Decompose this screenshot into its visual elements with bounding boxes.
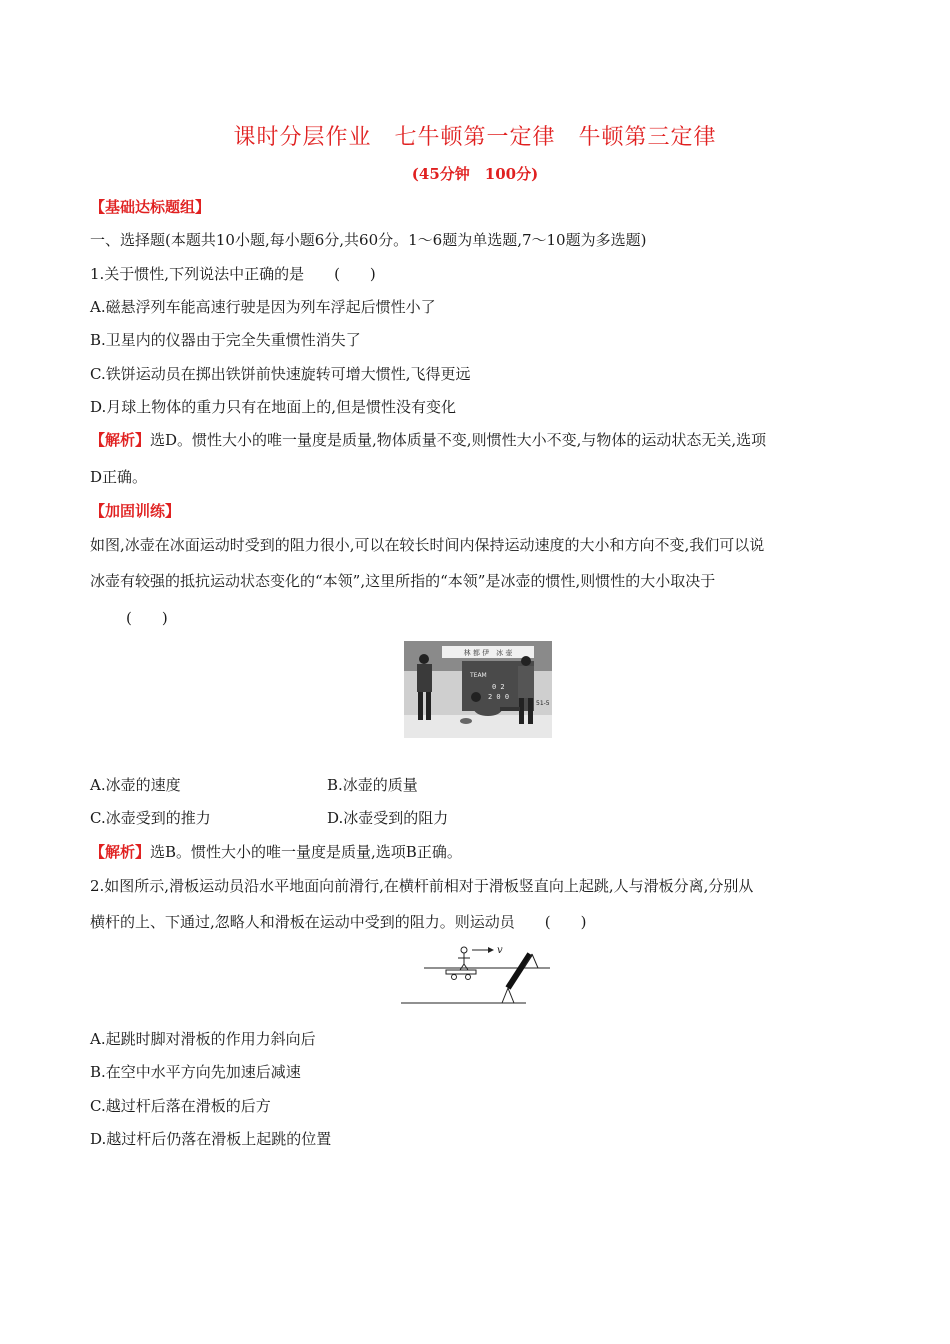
extra-analysis bbox=[90, 842, 462, 862]
question-1-option-a: A.磁悬浮列车能高速行驶是因为列车浮起后惯性小了 bbox=[90, 298, 436, 316]
extra-training-heading: 【加固训练】 bbox=[90, 502, 181, 520]
analysis-text: 选D。惯性大小的唯一量度是质量,物体质量不变,则惯性大小不变,与物体的运动状态无关,选项 bbox=[150, 431, 767, 449]
photo-team-text: TEAM bbox=[470, 672, 487, 679]
question-1-option-c: C.铁饼运动员在掷出铁饼前快速旋转可增大惯性,飞得更远 bbox=[90, 365, 471, 383]
question-2-stem-line-2: 横杆的上、下通过,忽略人和滑板在运动中受到的阻力。则运动员 ( ) bbox=[90, 913, 587, 931]
question-1-analysis-cont: D正确。 bbox=[90, 468, 148, 486]
question-1-option-b: B.卫星内的仪器由于完全失重惯性消失了 bbox=[90, 331, 361, 349]
question-2-stem-line-1: 2.如图所示,滑板运动员沿水平地面向前滑行,在横杆前相对于滑板竖直向上起跳,人与滑板分离,分别从 bbox=[90, 877, 754, 895]
question-2-option-b: B.在空中水平方向先加速后减速 bbox=[90, 1063, 301, 1081]
question-2-option-a: A.起跳时脚对滑板的作用力斜向后 bbox=[90, 1030, 316, 1048]
photo-side-text: 51-5 bbox=[536, 700, 550, 707]
page-subtitle: (45分钟 100分) bbox=[411, 165, 539, 183]
extra-stem-line-1: 如图,冰壶在冰面运动时受到的阻力很小,可以在较长时间内保持运动速度的大小和方向不变,我们可以说 bbox=[90, 536, 765, 554]
photo-score-2: 2 0 0 bbox=[488, 693, 510, 701]
question-1-option-d: D.月球上物体的重力只有在地面上的,但是惯性没有变化 bbox=[90, 398, 457, 416]
question-1-analysis bbox=[90, 430, 766, 450]
extra-answer-bracket: ( ) bbox=[126, 609, 168, 627]
question-2-option-c: C.越过杆后落在滑板的后方 bbox=[90, 1097, 271, 1115]
extra-option-b: B.冰壶的质量 bbox=[327, 776, 418, 794]
extra-option-d: D.冰壶受到的阻力 bbox=[327, 809, 449, 827]
extra-option-a: A.冰壶的速度 bbox=[90, 776, 181, 794]
extra-stem-line-2: 冰壶有较强的抵抗运动状态变化的“本领”,这里所指的“本领”是冰壶的惯性,则惯性的大小取决于 bbox=[90, 572, 716, 590]
section-intro: 一、选择题(本题共10小题,每小题6分,共60分。1～6题为单选题,7～10题为多选题) bbox=[90, 231, 647, 249]
velocity-label: v bbox=[497, 945, 503, 956]
photo-score-1: 0 2 bbox=[492, 683, 505, 691]
curling-photo bbox=[404, 641, 552, 738]
question-2-option-d: D.越过杆后仍落在滑板上起跳的位置 bbox=[90, 1130, 332, 1148]
extra-option-c: C.冰壶受到的推力 bbox=[90, 809, 211, 827]
photo-banner-text: 林 都 伊 冰 壶 bbox=[463, 649, 513, 657]
analysis-text: 选B。惯性大小的唯一量度是质量,选项B正确。 bbox=[150, 843, 462, 861]
analysis-tag: 【解析】 bbox=[90, 431, 151, 449]
analysis-tag: 【解析】 bbox=[90, 843, 151, 861]
question-1-stem: 1.关于惯性,下列说法中正确的是 ( ) bbox=[90, 265, 376, 283]
section-heading-basic: 【基础达标题组】 bbox=[90, 198, 211, 216]
skateboard-diagram bbox=[398, 940, 558, 1006]
page-title: 课时分层作业 七牛顿第一定律 牛顿第三定律 bbox=[233, 125, 717, 150]
